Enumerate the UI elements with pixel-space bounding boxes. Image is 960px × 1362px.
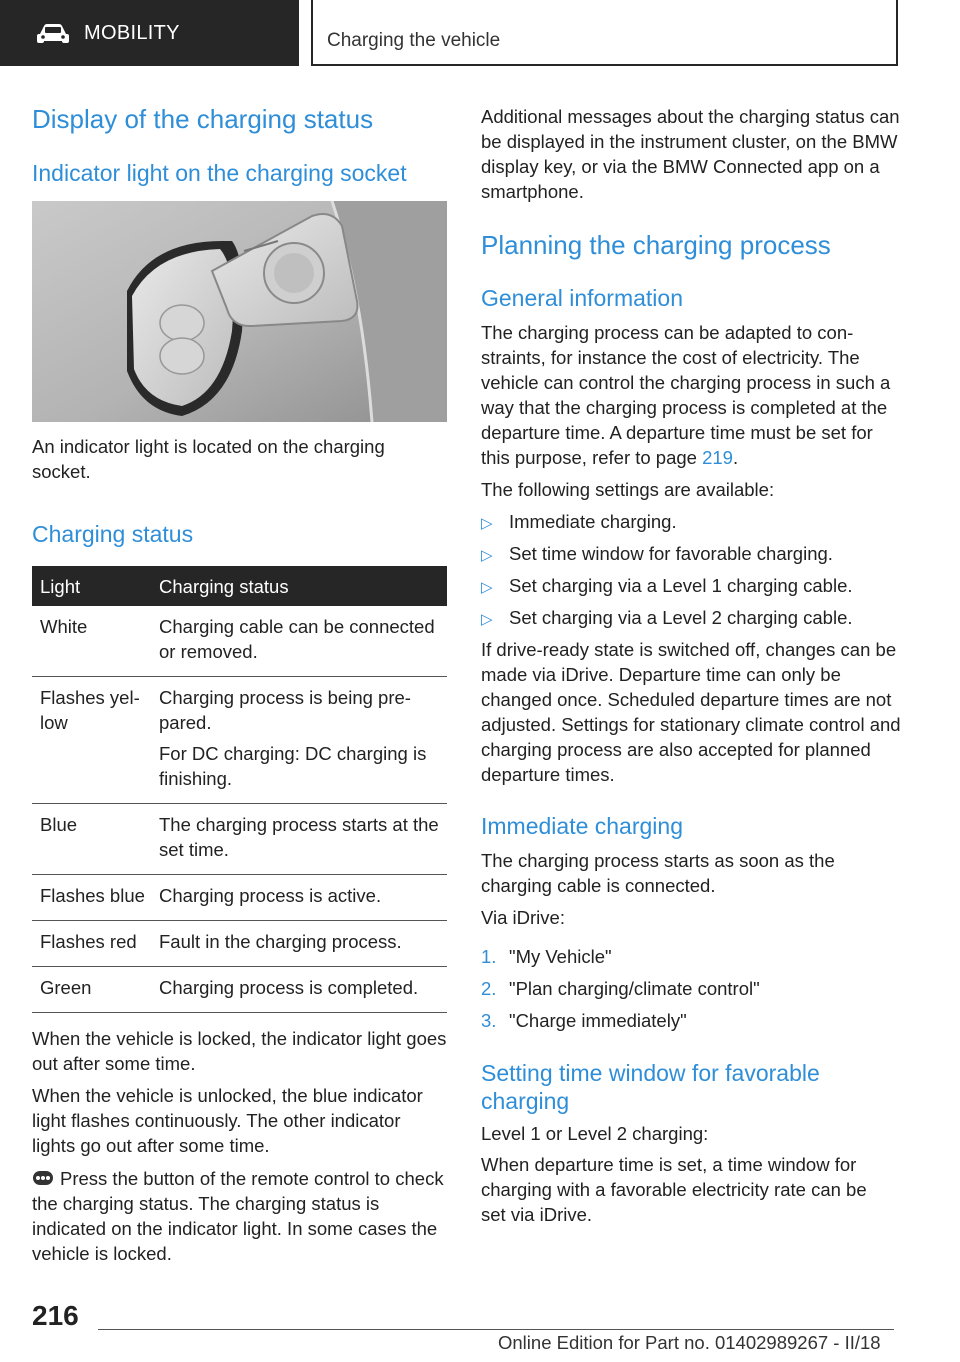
light-cell: Flashes red xyxy=(32,921,151,967)
list-item xyxy=(481,573,853,600)
table-row xyxy=(32,967,447,1013)
heading-immediate-charging: Immediate charging xyxy=(481,813,683,839)
table-row xyxy=(32,606,447,677)
heading-charging-status: Charging status xyxy=(32,521,194,547)
status-text: Charging cable can be connected or removed. xyxy=(159,616,435,662)
list-item xyxy=(481,1008,687,1033)
heading-general-information: General information xyxy=(481,285,683,311)
table-header-row xyxy=(32,566,447,606)
section-tab xyxy=(0,0,299,66)
paragraph-general xyxy=(481,320,901,470)
section-title: MOBILITY xyxy=(84,21,180,44)
status-cell xyxy=(151,804,447,875)
chapter-title: Charging the vehicle xyxy=(327,30,501,51)
status-cell xyxy=(151,677,447,804)
general-text: The charging process can be adapted to constraints, for instance the cost of electricity. The vehicle can control the charging process in such a way that the charging process is completed at the departure time. A departure time must be set for this purpose, refer to page xyxy=(481,322,891,468)
light-cell: Blue xyxy=(32,804,151,875)
bullet-icon: ▷ xyxy=(481,579,493,596)
list-item xyxy=(481,541,833,568)
paragraph-via-idrive: Via iDrive: xyxy=(481,907,565,928)
page-reference-link[interactable]: 219 xyxy=(702,447,733,468)
paragraph-unlocked: When the vehicle is unlocked, the blue indicator light flashes continuously. The other indicator lights go out after some time. xyxy=(32,1085,423,1156)
list-item xyxy=(481,944,612,969)
general-text-end: . xyxy=(732,447,739,468)
status-text: Fault in the charging process. xyxy=(159,931,402,952)
list-item xyxy=(481,976,760,1001)
table-row xyxy=(32,875,447,921)
paragraph-drive-ready: If drive-ready state is switched off, changes can be made via iDrive. Departure time can only be changed once. Scheduled departure times are not adjusted. Settings for stationary climate control and charging process are also accepted for planned departure times. xyxy=(481,639,901,785)
light-cell: Green xyxy=(32,967,151,1013)
remote-text: Press the button of the remote control to check the charging status. The charging status is indicated on the indicator light. In some cases the vehicle is locked. xyxy=(32,1168,444,1264)
paragraph-settings: The following settings are available: xyxy=(481,479,775,500)
charging-status-table xyxy=(32,566,447,1013)
list-item xyxy=(481,605,853,632)
list-item-text: Set time window for favorable charging. xyxy=(509,543,833,564)
light-cell: Flashes yellow xyxy=(32,677,151,804)
status-text: Charging process is active. xyxy=(159,885,382,906)
table-row xyxy=(32,804,447,875)
light-cell: White xyxy=(32,606,151,677)
status-text: The charging process starts at the set time. xyxy=(159,814,439,860)
list-item xyxy=(481,509,677,536)
heading-planning: Planning the charging process xyxy=(481,230,831,260)
step-number: 2. xyxy=(481,978,497,999)
footer-divider xyxy=(98,1329,894,1330)
step-number: 1. xyxy=(481,946,497,967)
status-text: For DC charging: DC charging is finishing. xyxy=(159,743,427,789)
column-header-status: Charging status xyxy=(151,566,447,606)
bullet-icon: ▷ xyxy=(481,515,493,532)
paragraph-remote xyxy=(32,1166,447,1266)
status-text: Charging process is completed. xyxy=(159,977,419,998)
light-cell: Flashes blue xyxy=(32,875,151,921)
status-cell xyxy=(151,921,447,967)
step-text: "Plan charging/climate control" xyxy=(509,978,760,999)
status-cell xyxy=(151,875,447,921)
remote-control-icon xyxy=(32,1170,54,1186)
paragraph-locked: When the vehicle is locked, the indicator light goes out after some time. xyxy=(32,1028,447,1074)
bullet-icon: ▷ xyxy=(481,611,493,628)
chapter-header xyxy=(311,0,898,66)
bullet-icon: ▷ xyxy=(481,547,493,564)
list-item-text: Set charging via a Level 1 charging cable. xyxy=(509,575,853,596)
car-icon xyxy=(36,22,70,44)
step-text: "Charge immediately" xyxy=(509,1010,687,1031)
edition-note: Online Edition for Part no. 01402989267 - II/18 xyxy=(498,1332,881,1353)
step-text: "My Vehicle" xyxy=(509,946,612,967)
table-row xyxy=(32,921,447,967)
heading-time-window: Setting time window for favorable charging xyxy=(481,1060,820,1114)
step-number: 3. xyxy=(481,1010,497,1031)
page-number: 216 xyxy=(32,1300,79,1331)
charging-socket-photo xyxy=(32,201,447,422)
list-item-text: Immediate charging. xyxy=(509,511,677,532)
heading-indicator-light: Indicator light on the charging socket xyxy=(32,160,407,186)
table-row xyxy=(32,677,447,804)
status-text: Charging process is being prepared. xyxy=(159,687,411,733)
photo-caption: An indicator light is located on the charging socket. xyxy=(32,436,385,482)
heading-display-charging-status: Display of the charging status xyxy=(32,104,374,134)
paragraph-level: Level 1 or Level 2 charging: xyxy=(481,1123,709,1144)
status-cell xyxy=(151,606,447,677)
status-cell xyxy=(151,967,447,1013)
column-header-light: Light xyxy=(32,566,151,606)
paragraph-additional-messages: Additional messages about the charging status can be displayed in the instrument cluster, on the BMW display key, or via the BMW Connected app on a smartphone. xyxy=(481,106,900,202)
paragraph-immediate: The charging process starts as soon as the charging cable is connected. xyxy=(481,850,835,896)
list-item-text: Set charging via a Level 2 charging cable. xyxy=(509,607,853,628)
paragraph-time-window: When departure time is set, a time window for charging with a favorable electricity rate can be set via iDrive. xyxy=(481,1154,867,1225)
